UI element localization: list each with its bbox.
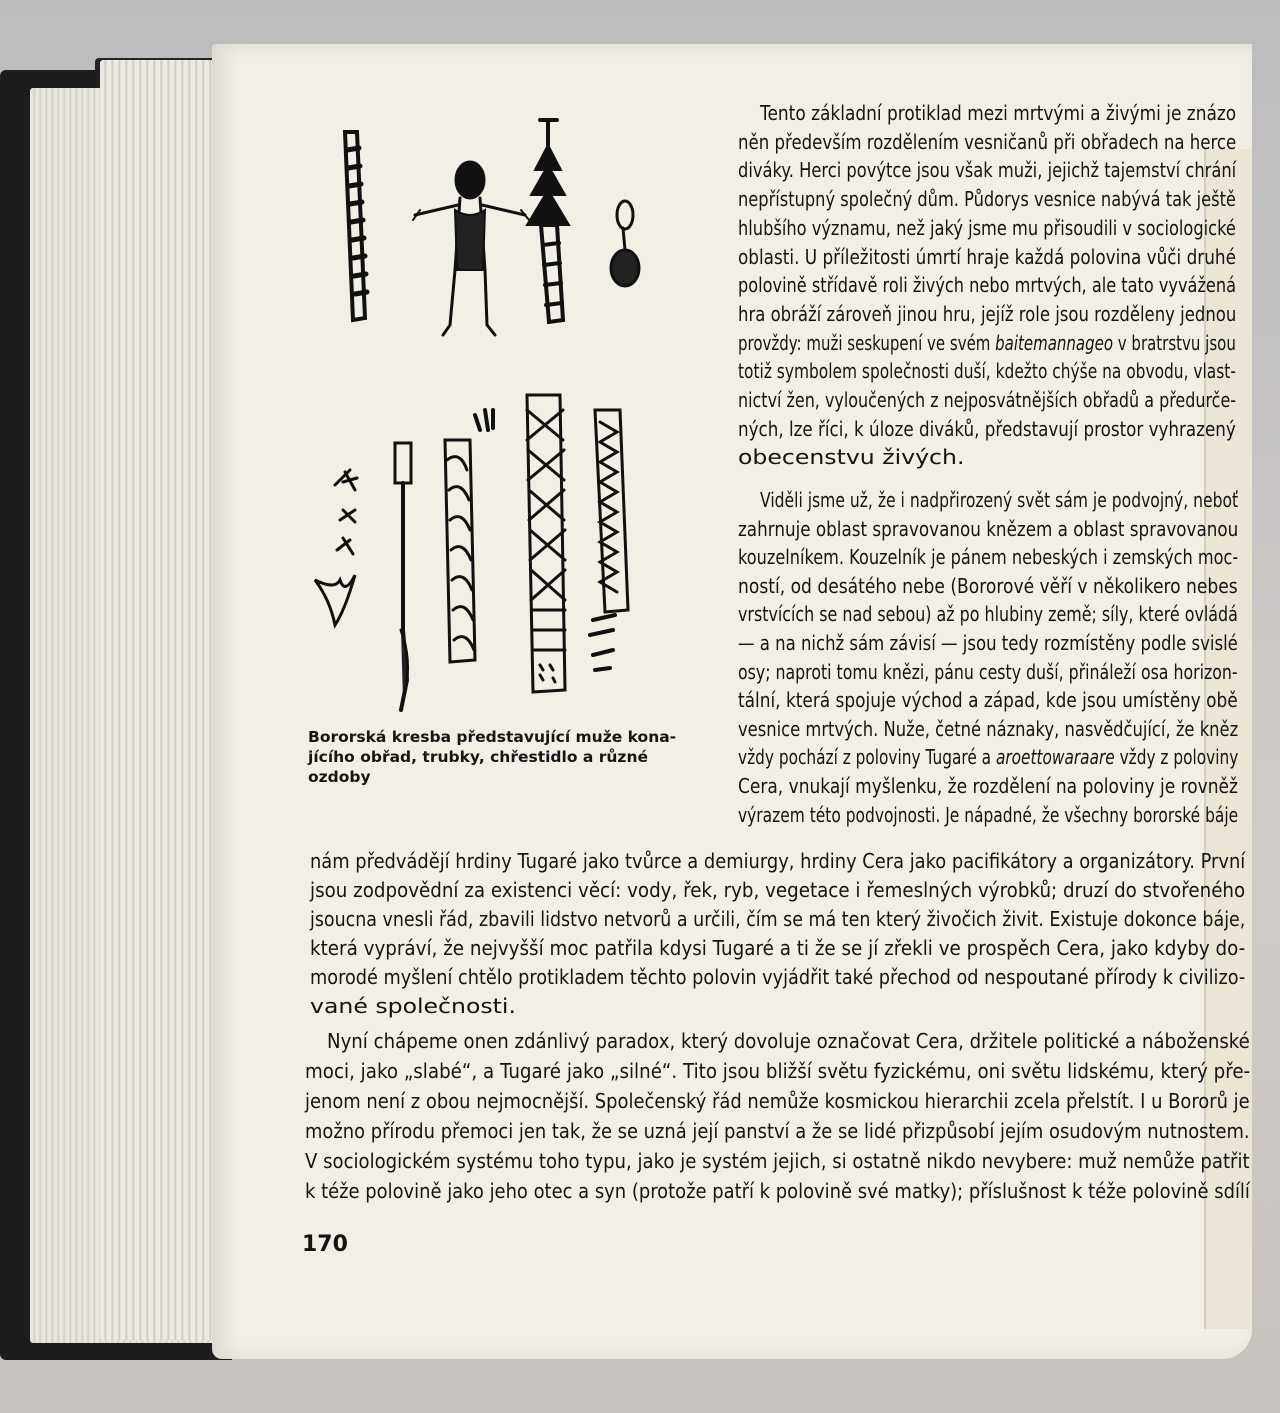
- text-span: Tento základní protiklad mezi mrtvými a živými je znázo: [760, 101, 1237, 125]
- text-line: [738, 744, 1238, 770]
- text-span: něn především rozdělením vesničanů při obřadech na herce: [738, 129, 1237, 154]
- human-figure: [413, 162, 529, 335]
- small-ornaments: [315, 470, 357, 625]
- text-span: morodé myšlení chtělo protikladem těchto polovin vyjádřit také přechod od nespoutané přírody k civilizo-: [310, 965, 1246, 989]
- ornament-strip-3: [527, 395, 565, 692]
- text-span: jsou zodpovědní za existenci věcí: vody, řek, ryb, vegetace i řemeslných výrobků; druzí do stvořeného: [310, 878, 1246, 902]
- text-line: [738, 301, 1236, 327]
- text-span: vesnice mrtvých. Nuže, četné náznaky, nasvědčující, že kněz: [738, 716, 1239, 741]
- text-span: moci, jako „slabé“, a Tugaré jako „silné“. Tito jsou bližší světu fyzickému, oni světu lidskému, který pře-: [305, 1059, 1251, 1083]
- text-line: [738, 444, 964, 470]
- text-span: která vypráví, že nejvyšší moc patřila kdysi Tugaré a ti že se jí zřekli ve prospěch Cera, jako kdyby do-: [310, 936, 1246, 960]
- text-span: nictví žen, vyloučených z nejposvátnějších obřadů a předurče-: [738, 388, 1237, 412]
- text-line: [738, 186, 1236, 212]
- text-span: Viděli jsme už, že i nadpřirozený svět sám je podvojný, neboť: [760, 488, 1239, 512]
- text-line: [738, 659, 1238, 685]
- text-line: [327, 1028, 1250, 1054]
- text-span: nepřístupný společný dům. Půdorys vesnice nabývá tak ještě: [738, 187, 1236, 212]
- text-line: [738, 687, 1238, 713]
- text-span: výrazem této podvojnosti. Je nápadné, že všechny bororské báje: [738, 802, 1239, 827]
- text-line: [305, 1148, 1250, 1174]
- text-span: diváky. Herci povýtce jsou však muži, jejichž tajemství chrání: [738, 158, 1237, 183]
- text-line: [738, 544, 1238, 570]
- ornament-strip-4: [590, 410, 628, 670]
- text-line: [738, 630, 1238, 656]
- text-span: jenom není z obou nejmocnější. Společenský řád nemůže kosmickou hierarchii zcela přelstít. I u Bororů je: [305, 1089, 1250, 1113]
- text-line: [305, 1088, 1250, 1114]
- text-line: [310, 906, 1245, 932]
- text-line: [738, 387, 1236, 413]
- text-span: vrstvících se nad sebou) až po hlubiny země; síly, které ovládá: [738, 602, 1238, 627]
- text-span: Nyní chápeme onen zdánlivý paradox, který dovoluje označovat Cera, držitele politické a náboženské: [327, 1029, 1250, 1053]
- long-stick: [395, 443, 411, 710]
- text-span: vždy z poloviny: [1114, 745, 1239, 770]
- text-line: [310, 964, 1245, 990]
- text-line: [738, 773, 1238, 799]
- text-line: [310, 848, 1245, 874]
- text-span: vané společnosti.: [310, 994, 516, 1018]
- text-line: [738, 215, 1236, 241]
- rattle: [611, 201, 639, 286]
- text-line: [738, 244, 1236, 270]
- text-line: [760, 100, 1236, 126]
- text-span: V sociologickém systému toho typu, jako je systém jejich, si ostatně nikdo nevybere: muž nemůže patřit: [305, 1149, 1250, 1173]
- caption-line: Bororská kresba představující muže kona-: [308, 728, 677, 746]
- text-line: [310, 993, 516, 1019]
- text-span: osy; naproti tomu knězi, pánu cesty duší, přináleží osa horizon-: [738, 659, 1238, 684]
- text-span: nám předvádějí hrdiny Tugaré jako tvůrce a demiurgy, hrdiny Cera jako pacifikátory a organizátory. První: [310, 849, 1246, 873]
- text-span: jsoucna vnesli řád, zbavili lidstvo netvorů a určili, čím se má ten který živočich živit. Existuje dokonce báje,: [310, 907, 1246, 931]
- text-line: [738, 272, 1236, 298]
- text-span: — a na nichž sám závisí — jsou tedy rozmístěny podle svislé: [738, 631, 1238, 655]
- bororo-drawing-illustration: [295, 110, 685, 720]
- caption-line: ozdoby: [308, 768, 371, 786]
- text-line: [738, 516, 1238, 542]
- text-line: [310, 877, 1245, 903]
- ornament-strip-2: [445, 410, 493, 662]
- text-line: [760, 487, 1238, 513]
- text-line: [305, 1118, 1250, 1144]
- text-span: zahrnuje oblast spravovanou knězem a oblast spravovanou: [738, 516, 1239, 541]
- text-line: [305, 1058, 1250, 1084]
- text-span: ných, lze říci, k úloze diváků, představují prostor vyhrazený: [738, 416, 1236, 441]
- text-span: Cera, vnukají myšlenku, že rozdělení na poloviny je rovněž: [738, 774, 1238, 798]
- text-span: tální, která spojuje východ a západ, kde jsou umístěny obě: [738, 688, 1238, 713]
- text-line: [738, 330, 1236, 356]
- text-line: [738, 573, 1238, 599]
- ornament-strip-1: [345, 132, 367, 320]
- text-line: [738, 157, 1236, 183]
- text-line: [738, 716, 1238, 742]
- figure-caption: [308, 727, 677, 787]
- text-line: [305, 1178, 1250, 1204]
- text-line: [738, 129, 1236, 155]
- text-line: [738, 416, 1236, 442]
- text-span: v bratrstvu jsou: [1113, 330, 1236, 355]
- text-span: oblasti. U příležitosti úmrtí hraje každá polovina vůči druhé: [738, 244, 1236, 269]
- text-span: vždy pochází z poloviny Tugaré a: [738, 745, 996, 770]
- page-number: 170: [302, 1232, 348, 1257]
- text-span: provždy: muži seskupení ve svém: [738, 330, 996, 355]
- italic-term: aroettowaraare: [995, 745, 1115, 770]
- text-span: totiž symbolem společnosti duší, kdežto chýše na obvodu, vlast-: [738, 359, 1236, 384]
- trumpet-tree: [527, 120, 569, 322]
- text-span: polovině střídavě roli živých nebo mrtvých, ale tato vyvážená: [738, 273, 1237, 298]
- text-span: k téže polovině jako jeho otec a syn (protože patří k polovině své matky); příslušnost k téže polovině sdílí: [305, 1179, 1250, 1203]
- page-block-edges-inner: [100, 60, 230, 1340]
- text-line: [310, 935, 1245, 961]
- text-span: hra obráží zároveň jinou hru, jejíž role jsou rozděleny jednou: [738, 301, 1237, 326]
- italic-term: baitemannageo: [995, 330, 1114, 355]
- text-line: [738, 802, 1238, 828]
- text-line: [738, 358, 1236, 384]
- text-span: možno přírodu přemoci jen tak, že se uzná její panství a že se lidé přizpůsobí jejím osudovým nutnostem.: [305, 1119, 1250, 1143]
- text-span: hlubšího významu, než jaký jsme mu přisoudili v sociologické: [738, 215, 1236, 240]
- caption-line: jícího obřad, trubky, chřestidlo a různé: [308, 748, 648, 766]
- text-span: kouzelníkem. Kouzelník je pánem nebeských i zemských moc-: [738, 545, 1239, 570]
- text-span: obecenstvu živých.: [738, 445, 965, 470]
- text-span: ností, od desátého nebe (Bororové věří v několikero nebes: [738, 573, 1238, 598]
- text-line: [738, 601, 1238, 627]
